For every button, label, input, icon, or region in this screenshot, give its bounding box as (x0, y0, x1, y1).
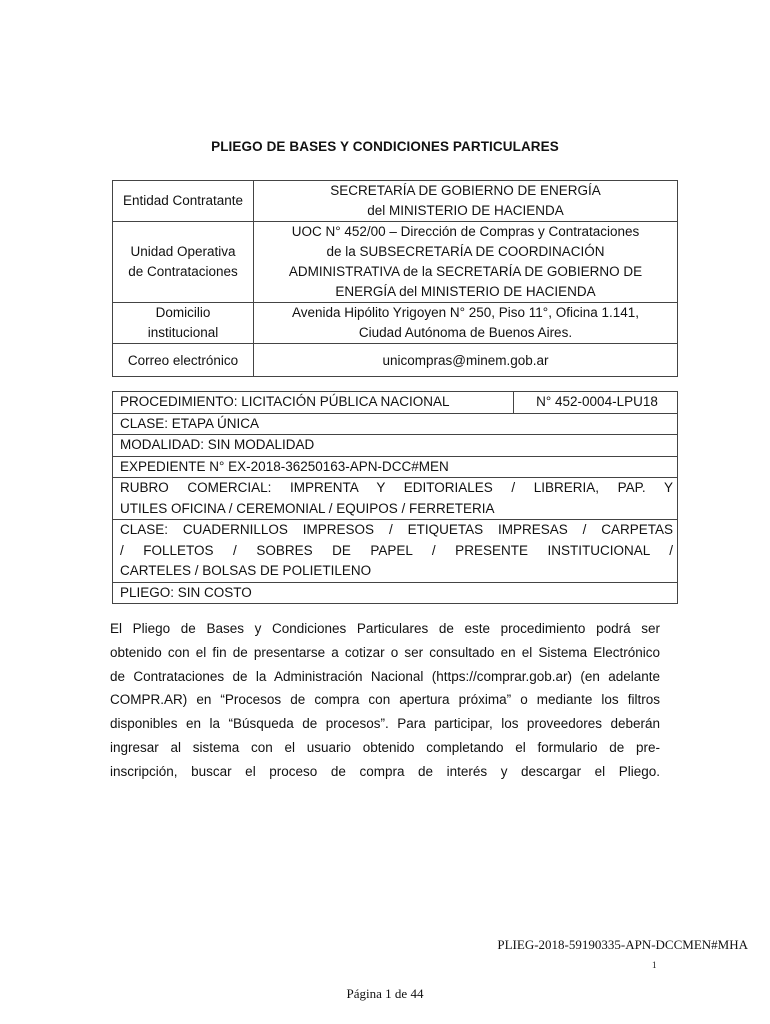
entity-label: Entidad Contratante (122, 193, 244, 208)
procedure-table (112, 391, 678, 604)
procedure-number: N° 452-0004-LPU18 (514, 392, 678, 414)
page-count: Página 1 de 44 (346, 986, 424, 1001)
address-value-cell (254, 303, 678, 344)
procedure-type: PROCEDIMIENTO: LICITACIÓN PÚBLICA NACIONAL (113, 392, 514, 414)
table-row (113, 303, 678, 344)
procedure-file: EXPEDIENTE N° EX-2018-36250163-APN-DCC#MEN (113, 456, 678, 478)
address-value-line: Avenida Hipólito Yrigoyen N° 250, Piso 11°, Oficina 1.141, (291, 305, 639, 320)
procedure-items-line: / FOLLETOS / SOBRES DE PAPEL / PRESENTE INSTITUCIONAL / (120, 542, 673, 558)
address-label-cell (113, 303, 254, 344)
procedure-category-line: RUBRO COMERCIAL: IMPRENTA Y EDITORIALES / LIBRERIA, PAP. Y (120, 480, 673, 495)
procedure-modality: MODALIDAD: SIN MODALIDAD (113, 435, 678, 457)
entity-label-cell (113, 181, 254, 222)
unit-value-cell (254, 222, 678, 303)
table-row (113, 413, 678, 435)
entity-value-line: SECRETARÍA DE GOBIERNO DE ENERGÍA (330, 183, 601, 198)
procedure-category-cell (113, 478, 678, 520)
paragraph-line: El Pliego de Bases y Condiciones Particulares de este procedimiento podrá ser (110, 621, 660, 636)
procedure-class: CLASE: ETAPA ÚNICA (113, 413, 678, 435)
email-value-cell (254, 344, 678, 377)
document-reference: PLIEG-2018-59190335-APN-DCCMEN#MHA (497, 937, 748, 952)
paragraph-line: de Contrataciones de la Administración Nacional (https://comprar.gob.ar) (en adelante (110, 668, 660, 684)
unit-label-line: Unidad Operativa (130, 244, 236, 259)
body-paragraph (110, 617, 660, 784)
paragraph-line: ingresar al sistema con el usuario obtenido completando el formulario de pre- (110, 739, 660, 755)
procedure-items-cell (113, 520, 678, 583)
unit-label-line: de Contrataciones (128, 264, 238, 279)
unit-value-line: UOC N° 452/00 – Dirección de Compras y Contrataciones (291, 224, 640, 239)
unit-label-cell (113, 222, 254, 303)
procedure-cost: PLIEGO: SIN COSTO (113, 582, 678, 604)
table-row (113, 520, 678, 583)
procedure-items-line: CLASE: CUADERNILLOS IMPRESOS / ETIQUETAS IMPRESAS / CARPETAS (120, 522, 673, 537)
page-number: 1 (652, 960, 657, 970)
email-label-cell (113, 344, 254, 377)
entity-table (112, 180, 678, 377)
paragraph-line: disponibles en la “Búsqueda de procesos”. Para participar, los proveedores deberán (110, 716, 660, 732)
unit-value-line: ADMINISTRATIVA de la SECRETARÍA DE GOBIERNO DE (288, 264, 643, 279)
paragraph-line: COMPR.AR) en “Procesos de compra con apertura próxima” o mediante los filtros (110, 692, 660, 708)
procedure-category-line: UTILES OFICINA / CEREMONIAL / EQUIPOS / FERRETERIA (120, 500, 495, 516)
document-title: PLIEGO DE BASES Y CONDICIONES PARTICULARES (211, 139, 559, 154)
paragraph-line: obtenido con el fin de presentarse a cotizar o ser consultado en el Sistema Electrónico (110, 644, 660, 660)
address-label-line: institucional (147, 325, 219, 340)
table-row (113, 478, 678, 520)
table-row (113, 435, 678, 457)
table-row (113, 392, 678, 414)
email-label: Correo electrónico (127, 352, 239, 368)
paragraph-line: inscripción, buscar el proceso de compra de interés y descargar el Pliego. (110, 763, 660, 779)
entity-value-cell (254, 181, 678, 222)
table-row (113, 456, 678, 478)
table-row (113, 181, 678, 222)
email-value: unicompras@minem.gob.ar (382, 352, 549, 368)
address-label-line: Domicilio (155, 305, 211, 320)
unit-value-line: ENERGÍA del MINISTERIO DE HACIENDA (335, 284, 596, 299)
table-row (113, 582, 678, 604)
entity-value-line: del MINISTERIO DE HACIENDA (367, 203, 564, 218)
unit-value-line: de la SUBSECRETARÍA DE COORDINACIÓN (326, 244, 605, 259)
table-row (113, 344, 678, 377)
address-value-line: Ciudad Autónoma de Buenos Aires. (358, 325, 573, 340)
table-row (113, 222, 678, 303)
procedure-items-line: CARTELES / BOLSAS DE POLIETILENO (120, 563, 372, 578)
